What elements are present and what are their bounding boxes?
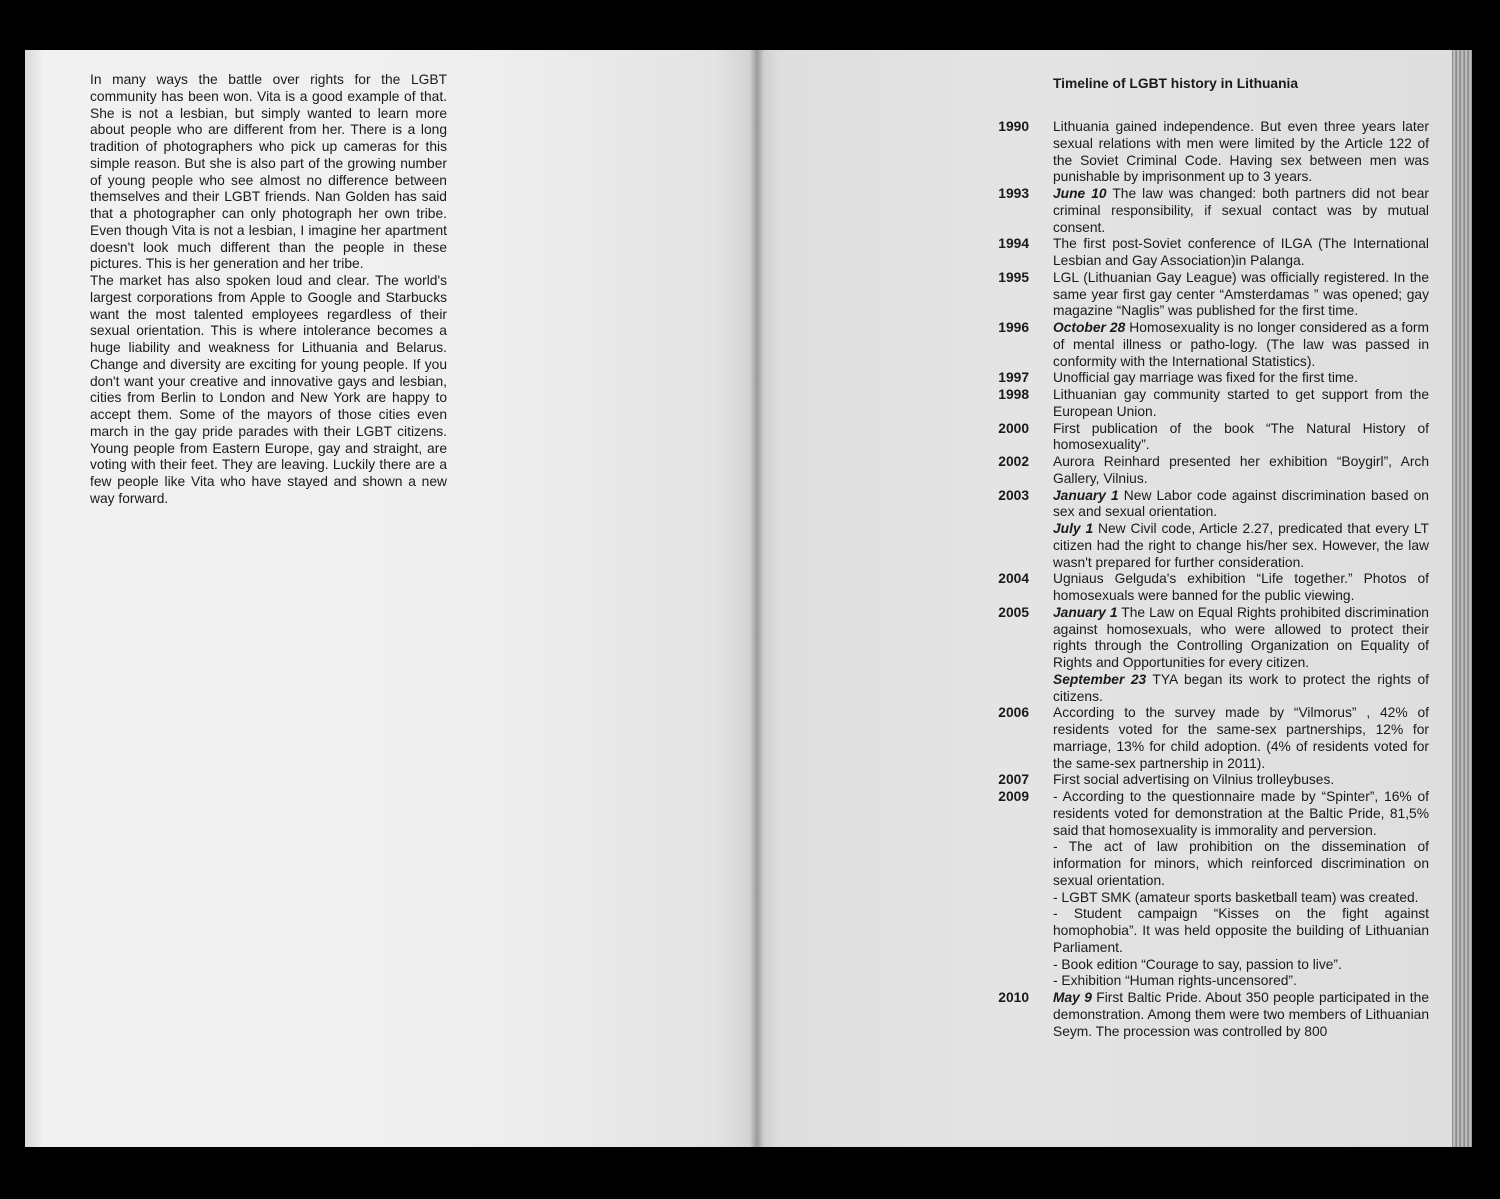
timeline-date-lead: July 1 bbox=[1053, 521, 1094, 536]
timeline-entry bbox=[977, 990, 1429, 1040]
timeline-paragraph bbox=[1053, 772, 1429, 789]
timeline-year: 1995 bbox=[998, 269, 1029, 285]
timeline-text: - Book edition “Courage to say, passion to live”. bbox=[1053, 956, 1342, 972]
timeline-text: First social advertising on Vilnius trolleybuses. bbox=[1053, 772, 1335, 788]
timeline-entry bbox=[977, 387, 1429, 421]
timeline-description bbox=[1053, 119, 1429, 186]
timeline-description bbox=[1053, 454, 1429, 488]
timeline-paragraph bbox=[1053, 387, 1429, 421]
timeline-year: 2009 bbox=[998, 789, 1029, 804]
timeline-text: Lithuanian gay community started to get support from the European Union. bbox=[1053, 387, 1429, 419]
timeline-date-lead: January 1 bbox=[1053, 487, 1119, 503]
timeline-list bbox=[977, 119, 1429, 1040]
timeline-date-lead: June 10 bbox=[1053, 186, 1107, 201]
timeline-date-lead: October 28 bbox=[1053, 320, 1126, 335]
timeline-text: - Exhibition “Human rights-uncensored”. bbox=[1053, 973, 1297, 989]
timeline-paragraph bbox=[1053, 521, 1429, 571]
timeline-text: Homosexuality is no longer considered as a form of mental illness or patho-logy. (The law was passed in conformity with the International Statistics). bbox=[1053, 320, 1429, 369]
timeline-description bbox=[1053, 705, 1429, 772]
timeline-text: According to the survey made by “Vilmorus” , 42% of residents voted for the same-sex partnerships, 12% for marriage, 13% for child adoption. (4% of residents voted for the same-sex partnership in 2011). bbox=[1053, 705, 1429, 771]
timeline-text: - LGBT SMK (amateur sports basketball team) was created. bbox=[1053, 889, 1419, 905]
timeline-year: 1993 bbox=[998, 186, 1029, 201]
timeline-description bbox=[1053, 772, 1429, 789]
timeline-description bbox=[1053, 571, 1429, 605]
timeline-entry bbox=[977, 370, 1429, 387]
timeline-entry bbox=[977, 772, 1429, 789]
timeline-text: LGL (Lithuanian Gay League) was officially registered. In the same year first gay center “Amsterdamas ” was opened; gay magazine “Naglis” was published for the first time. bbox=[1053, 269, 1429, 319]
timeline-year: 1996 bbox=[998, 320, 1029, 335]
timeline-description bbox=[1053, 605, 1429, 706]
timeline-text: Lithuania gained independence. But even three years later sexual relations with men were limited by the Article 122 of the Soviet Criminal Code. Having sex between men was punishable by imprisonment up to 3 years. bbox=[1053, 119, 1429, 185]
timeline-text: - Student campaign “Kisses on the fight against homophobia”. It was held opposite the building of Lithuanian Parliament. bbox=[1053, 906, 1429, 955]
timeline-year: 1994 bbox=[998, 236, 1029, 252]
timeline-entry bbox=[977, 705, 1429, 772]
timeline-paragraph bbox=[1053, 186, 1429, 236]
timeline-entry bbox=[977, 119, 1429, 186]
essay-paragraph: The market has also spoken loud and clear. The world's largest corporations from Apple to Google and Starbucks want the most talented employees regardless of their sexual orientation. This is where intolerance becomes a huge liability and weakness for Lithuania and Belarus. Change and diversity are exciting for young people. If you don't want your creative and innovative gays and lesbian, cities from Berlin to London and New York are happy to accept them. Some of the mayors of those cities even march in the gay pride parades with their LGBT citizens. Young people from Eastern Europe, gay and straight, are voting with their feet. They are leaving. Luckily there are a few people like Vita who have stayed and shown a new way forward. bbox=[90, 273, 447, 506]
timeline-text: First publication of the book “The Natural History of homosexuality”. bbox=[1053, 420, 1429, 453]
timeline-paragraph bbox=[1053, 705, 1429, 772]
timeline-year: 2000 bbox=[998, 420, 1029, 436]
timeline-description bbox=[1053, 789, 1429, 990]
timeline-text: The first post-Soviet conference of ILGA (The International Lesbian and Gay Association)in Palanga. bbox=[1053, 236, 1429, 268]
timeline-entry bbox=[977, 571, 1429, 605]
timeline-paragraph bbox=[1053, 990, 1429, 1040]
timeline-paragraph bbox=[1053, 236, 1429, 270]
right-page bbox=[757, 50, 1460, 1147]
timeline-description bbox=[1053, 236, 1429, 270]
timeline-description bbox=[1053, 421, 1429, 455]
timeline-date-lead: January 1 bbox=[1053, 604, 1118, 620]
timeline-text: - According to the questionnaire made by “Spinter”, 16% of residents voted for demonstration at the Baltic Pride, 81,5% said that homosexuality is immorality and perversion. bbox=[1053, 789, 1429, 838]
timeline-description bbox=[1053, 270, 1429, 320]
book-gutter bbox=[750, 50, 764, 1147]
timeline-paragraph bbox=[1053, 890, 1429, 907]
timeline-year: 2010 bbox=[998, 990, 1029, 1005]
timeline-year: 2004 bbox=[998, 571, 1029, 587]
essay-paragraph: In many ways the battle over rights for the LGBT community has been won. Vita is a good example of that. She is not a lesbian, but simply wanted to learn more about people who are different from her. There is a long tradition of photographers who pick up cameras for this simple reason. But she is also part of the growing number of young people who see almost no difference between themselves and their LGBT friends. Nan Golden has said that a photographer can only photograph her own tribe. Even though Vita is not a lesbian, I imagine her apartment doesn't look much different than the people in these pictures. This is her generation and her tribe. bbox=[90, 72, 447, 272]
timeline-year: 2002 bbox=[998, 454, 1029, 469]
timeline-year: 2005 bbox=[998, 604, 1029, 620]
timeline-entry bbox=[977, 454, 1429, 488]
timeline-description bbox=[1053, 370, 1429, 387]
timeline-year: 1998 bbox=[998, 387, 1029, 402]
timeline-paragraph bbox=[1053, 672, 1429, 706]
timeline-description bbox=[1053, 186, 1429, 236]
timeline-text: New Labor code against discrimination based on sex and sexual orientation. bbox=[1053, 487, 1429, 520]
timeline-text: TYA began its work to protect the rights of citizens. bbox=[1053, 671, 1429, 704]
timeline-entry bbox=[977, 186, 1429, 236]
left-page bbox=[25, 50, 758, 1147]
timeline-year: 2003 bbox=[998, 487, 1029, 503]
timeline-paragraph bbox=[1053, 320, 1429, 370]
timeline-text: New Civil code, Article 2.27, predicated that every LT citizen had the right to change his/her sex. However, the law wasn't prepared for further consideration. bbox=[1053, 521, 1429, 570]
timeline-year: 1990 bbox=[998, 119, 1029, 134]
timeline-title: Timeline of LGBT history in Lithuania bbox=[1053, 76, 1299, 91]
timeline-paragraph bbox=[1053, 957, 1429, 974]
timeline-year: 1997 bbox=[998, 370, 1029, 386]
timeline-paragraph bbox=[1053, 488, 1429, 522]
timeline-paragraph bbox=[1053, 789, 1429, 839]
timeline-entry bbox=[977, 789, 1429, 990]
timeline-paragraph bbox=[1053, 605, 1429, 672]
timeline-paragraph bbox=[1053, 270, 1429, 320]
timeline-date-lead: September 23 bbox=[1053, 671, 1147, 687]
timeline-year: 2007 bbox=[998, 772, 1029, 788]
timeline-entry bbox=[977, 320, 1429, 370]
timeline-date-lead: May 9 bbox=[1053, 990, 1092, 1005]
timeline-text: Aurora Reinhard presented her exhibition “Boygirl”, Arch Gallery, Vilnius. bbox=[1053, 454, 1429, 486]
page-edges bbox=[1452, 50, 1472, 1147]
timeline-entry bbox=[977, 488, 1429, 572]
timeline-description bbox=[1053, 488, 1429, 572]
timeline-paragraph bbox=[1053, 119, 1429, 186]
timeline-paragraph bbox=[1053, 973, 1429, 990]
timeline-text: - The act of law prohibition on the dissemination of information for minors, which reinforced discrimination on sexual orientation. bbox=[1053, 839, 1429, 888]
timeline-description bbox=[1053, 990, 1429, 1040]
timeline-entry bbox=[977, 270, 1429, 320]
essay-text bbox=[90, 72, 447, 508]
timeline-paragraph bbox=[1053, 839, 1429, 889]
timeline-description bbox=[1053, 320, 1429, 370]
timeline-description bbox=[1053, 387, 1429, 421]
timeline-text: The Law on Equal Rights prohibited discrimination against homosexuals, who were allowed to protect their rights through the Controlling Organization on Equality of Rights and Opportunities for every citizen. bbox=[1053, 604, 1429, 670]
timeline-paragraph bbox=[1053, 906, 1429, 956]
timeline-paragraph bbox=[1053, 421, 1429, 455]
timeline-entry bbox=[977, 605, 1429, 706]
timeline-text: The law was changed: both partners did not bear criminal responsibility, if sexual contact was by mutual consent. bbox=[1053, 186, 1429, 235]
timeline-paragraph bbox=[1053, 571, 1429, 605]
timeline-entry bbox=[977, 236, 1429, 270]
timeline-text: Ugniaus Gelguda's exhibition “Life together.” Photos of homosexuals were banned for the public viewing. bbox=[1053, 571, 1429, 603]
timeline-text: Unofficial gay marriage was fixed for the first time. bbox=[1053, 370, 1358, 386]
timeline-text: First Baltic Pride. About 350 people participated in the demonstration. Among them were two members of Lithuanian Seym. The procession was controlled by 800 bbox=[1053, 990, 1429, 1039]
timeline-year: 2006 bbox=[998, 705, 1029, 721]
timeline-paragraph bbox=[1053, 454, 1429, 488]
timeline-paragraph bbox=[1053, 370, 1429, 387]
timeline-entry bbox=[977, 421, 1429, 455]
